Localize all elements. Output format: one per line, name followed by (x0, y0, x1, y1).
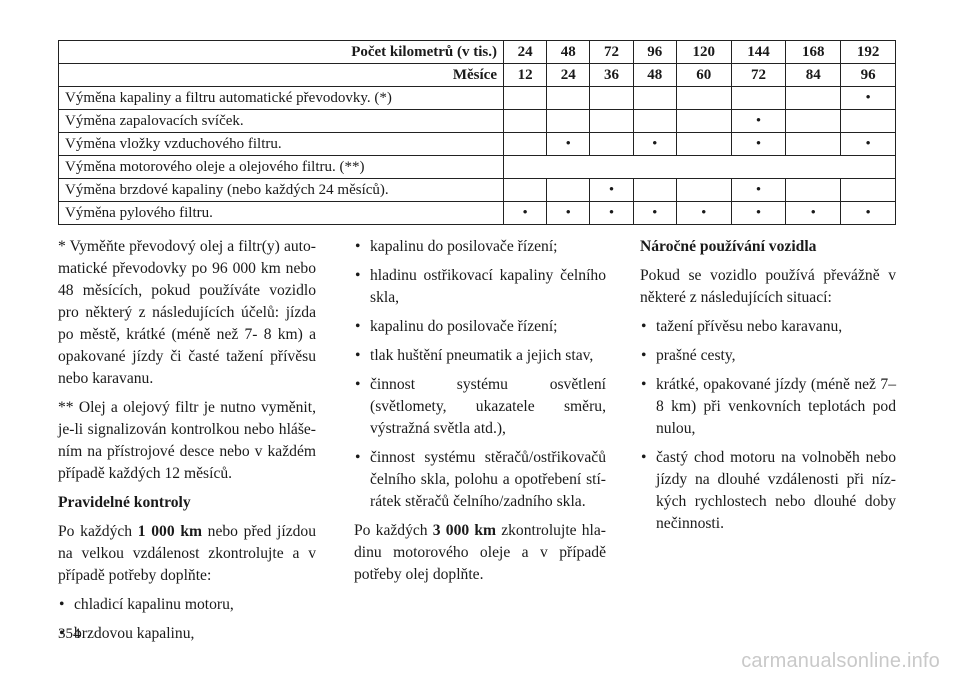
service-mark-cell (841, 110, 896, 133)
service-mark-cell (786, 87, 841, 110)
service-mark-cell (547, 110, 590, 133)
oil-check-paragraph (354, 520, 606, 586)
service-row (59, 179, 896, 202)
service-label: Výměna kapaliny a filtru automatické převodovky. (*) (59, 87, 504, 110)
km-cell: 168 (786, 41, 841, 64)
service-span-cell (504, 156, 896, 179)
service-mark-cell: • (731, 179, 786, 202)
service-mark-cell: • (547, 133, 590, 156)
service-row (59, 133, 896, 156)
service-mark-cell: • (731, 202, 786, 225)
list-item: • chladicí kapalinu motoru, (58, 594, 316, 616)
outro-text-pre: Po každých (354, 522, 433, 539)
service-mark-cell: • (504, 202, 547, 225)
service-mark-cell (786, 133, 841, 156)
service-mark-cell (633, 87, 676, 110)
right-column (640, 236, 896, 542)
list-item: • činnost systému stěračů/ostřikovačů čelního skla, polohu a opotřebení stí- rátek stěračů čelního/zadního skla. (354, 447, 606, 513)
service-mark-cell (786, 110, 841, 133)
service-mark-cell (633, 179, 676, 202)
list-item: • tlak huštění pneumatik a jejich stav, (354, 345, 606, 367)
service-mark-cell (676, 179, 731, 202)
footnote-oil: ** Olej a olejový filtr je nutno vyměnit, je-li signalizován kontrolkou nebo hláše- ním na přístrojové desce nebo v každém případě každých 12 měsíců. (58, 399, 316, 482)
list-item: • častý chod motoru na volnoběh nebo jízdy na dlouhé vzdálenosti při níz- kých rychlostech nebo dlouhé doby nečinnosti. (640, 447, 896, 535)
list-item: • kapalinu do posilovače řízení; (354, 236, 606, 258)
service-mark-cell (676, 87, 731, 110)
list-item: • brzdovou kapalinu, (58, 623, 316, 645)
service-mark-cell: • (547, 202, 590, 225)
service-mark-cell (786, 179, 841, 202)
service-mark-cell: • (731, 110, 786, 133)
list-item: • tažení přívěsu nebo karavanu, (640, 316, 896, 338)
km-cell: 24 (504, 41, 547, 64)
service-mark-cell (731, 87, 786, 110)
service-mark-cell: • (633, 202, 676, 225)
middle-column (354, 236, 606, 593)
months-cell: 24 (547, 64, 590, 87)
page-number: 354 (58, 626, 81, 642)
km-header-label: Počet kilometrů (v tis.) (59, 41, 504, 64)
outro-distance: 3 000 km (432, 522, 497, 539)
km-cell: 144 (731, 41, 786, 64)
section-heading-regular-checks: Pravidelné kontroly (58, 494, 191, 511)
outro-text-post: zkontrolujte hla- dinu motorového oleje a v případě potřeby olej doplňte. (354, 522, 606, 583)
intro-distance: 1 000 km (137, 523, 202, 540)
service-mark-cell: • (841, 87, 896, 110)
service-label: Výměna brzdové kapaliny (nebo každých 24 měsíců). (59, 179, 504, 202)
service-mark-cell (504, 87, 547, 110)
months-cell: 36 (590, 64, 633, 87)
months-cell: 60 (676, 64, 731, 87)
service-row (59, 202, 896, 225)
service-mark-cell (590, 110, 633, 133)
list-item: • hladinu ostřikovací kapaliny čelního skla, (354, 265, 606, 309)
service-mark-cell (547, 179, 590, 202)
service-row (59, 87, 896, 110)
months-cell: 12 (504, 64, 547, 87)
check-list-left (58, 594, 316, 645)
service-mark-cell (504, 179, 547, 202)
regular-checks-intro (58, 521, 316, 587)
schedule-body (59, 41, 896, 225)
service-mark-cell: • (676, 202, 731, 225)
check-list-middle (354, 236, 606, 513)
service-mark-cell (590, 133, 633, 156)
km-cell: 192 (841, 41, 896, 64)
severe-use-intro: Pokud se vozidlo používá převážně v některé z následujících situací: (640, 267, 896, 306)
service-mark-cell (504, 110, 547, 133)
km-cell: 72 (590, 41, 633, 64)
months-header-row (59, 64, 896, 87)
service-mark-cell: • (633, 133, 676, 156)
months-cell: 48 (633, 64, 676, 87)
service-mark-cell (590, 87, 633, 110)
list-item: • činnost systému osvětlení (světlomety, ukazatele směru, výstražná světla atd.), (354, 374, 606, 440)
list-item: • prašné cesty, (640, 345, 896, 367)
service-mark-cell: • (590, 202, 633, 225)
service-mark-cell (676, 110, 731, 133)
months-cell: 72 (731, 64, 786, 87)
service-label: Výměna pylového filtru. (59, 202, 504, 225)
months-header-label: Měsíce (59, 64, 504, 87)
list-item: • kapalinu do posilovače řízení; (354, 316, 606, 338)
watermark-text: carmanualsonline.info (741, 650, 940, 672)
service-row (59, 110, 896, 133)
km-cell: 120 (676, 41, 731, 64)
service-mark-cell: • (841, 202, 896, 225)
km-cell: 48 (547, 41, 590, 64)
service-mark-cell (841, 179, 896, 202)
list-item: • krátké, opakované jízdy (méně než 7–8 km) při venkovních teplotách pod nulou, (640, 374, 896, 440)
service-mark-cell (504, 133, 547, 156)
service-mark-cell (547, 87, 590, 110)
service-label: Výměna zapalovacích svíček. (59, 110, 504, 133)
left-column (58, 236, 316, 652)
km-header-row (59, 41, 896, 64)
section-heading-severe-use: Náročné používání vozidla (640, 238, 817, 255)
service-mark-cell: • (841, 133, 896, 156)
service-row (59, 156, 896, 179)
intro-text-post: nebo před jízdou na velkou vzdálenost zkontrolujte a v případě potřeby doplňte: (58, 523, 316, 584)
km-cell: 96 (633, 41, 676, 64)
service-label: Výměna vložky vzduchového filtru. (59, 133, 504, 156)
service-mark-cell (633, 110, 676, 133)
service-mark-cell: • (786, 202, 841, 225)
maintenance-schedule-table (58, 40, 896, 225)
intro-text-pre: Po každých (58, 523, 138, 540)
service-label: Výměna motorového oleje a olejového filtru. (**) (59, 156, 504, 179)
service-mark-cell (676, 133, 731, 156)
months-cell: 84 (786, 64, 841, 87)
footnote-transmission: * Vyměňte převodový olej a filtr(y) auto- matické převodovky po 96 000 km nebo 48 měsících, pokud používáte vozidlo pro některý z následujících účelů: jízda po městě, krátké (méně než 7- 8 km) a opakované jízdy či časté tažení přívěsu nebo karavanu. (58, 238, 316, 387)
months-cell: 96 (841, 64, 896, 87)
service-mark-cell: • (731, 133, 786, 156)
severe-use-list (640, 316, 896, 535)
service-mark-cell: • (590, 179, 633, 202)
